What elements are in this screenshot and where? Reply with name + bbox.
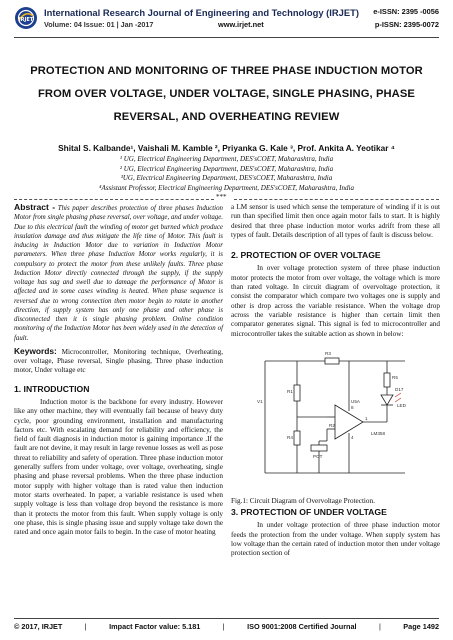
label-r2: R2 bbox=[329, 422, 335, 428]
left-column bbox=[14, 203, 223, 537]
paper-authors: Shital S. Kalbande¹, Vaishali M. Kamble ², Priyanka G. Kale ³, Prof. Ankita A. Yeotikar ⁴ bbox=[58, 143, 395, 153]
footer-separator: | bbox=[378, 622, 381, 631]
label-r4: R4 bbox=[287, 434, 293, 440]
over-voltage-text: In over voltage protection system of three phase induction motor protects the motor from over voltage, the voltage which is more than rated voltage. In circuit diagram of overvoltage protection, it consist the comparator which compare two voltages one is supply and other is drop across the variable resistance. When the voltage drop across the variable resistance is higher than certain limit then comparator generates signal. This signal is fed to microcontroller and microcontroller takes the suitable action as shown in below: bbox=[231, 264, 440, 338]
label-pin4: 4 bbox=[351, 434, 354, 440]
label-u5a: U5A bbox=[351, 398, 360, 404]
footer-iso: ISO 9001:2008 Certified Journal bbox=[247, 622, 357, 631]
footer-impact-factor: Impact Factor value: 5.181 bbox=[109, 622, 201, 631]
p-issn: p-ISSN: 2395-0072 bbox=[374, 20, 439, 29]
label-r5: R5 bbox=[392, 374, 398, 380]
title-line: FROM OVER VOLTAGE, UNDER VOLTAGE, SINGLE PHASING, PHASE bbox=[38, 88, 415, 100]
svg-text:IRJET: IRJET bbox=[18, 17, 34, 23]
footer-separator: | bbox=[222, 622, 225, 631]
irjet-logo-icon bbox=[14, 6, 38, 30]
keywords-text: Microcontroller, Monitoring technique, Overheating, over voltage, Phase reversal, Single phasing, Three phase induction motor, Under voltage etc bbox=[14, 347, 223, 375]
introduction-continued-text: a LM sensor is used which sense the temperature of winding if it is out run than specified limit then once again motor fails to start. It is highly desired that three phase induction motor works adrift from these all types of fault. Details description of all types of fault is discuss below. bbox=[231, 203, 440, 239]
journal-header bbox=[14, 6, 439, 36]
right-column bbox=[231, 203, 440, 559]
label-r1: R1 bbox=[287, 388, 293, 394]
label-led: LED bbox=[397, 402, 406, 408]
footer-separator: | bbox=[84, 622, 87, 631]
affiliation-line: ² UG, Electrical Engineering Department, DES'sCOET, Maharashtra, India bbox=[119, 164, 334, 173]
footer-copyright: © 2017, IRJET bbox=[14, 622, 63, 631]
keywords-heading: Keywords: bbox=[14, 345, 57, 356]
title-line: REVERSAL, AND OVERHEATING REVIEW bbox=[113, 111, 340, 123]
header-divider bbox=[14, 37, 439, 38]
circuit-diagram-svg bbox=[235, 347, 435, 493]
journal-title: International Research Journal of Engineering and Technology (IRJET) bbox=[44, 7, 359, 18]
affiliation-line: ⁴Assistant Professor, Electrical Engineering Department, DES'sCOET, Maharashtra, India bbox=[99, 183, 354, 192]
section-heading-introduction: 1. INTRODUCTION bbox=[14, 383, 90, 394]
separator-mark: *** bbox=[216, 193, 227, 201]
affiliations bbox=[14, 155, 439, 193]
section-heading-under-voltage: 3. PROTECTION OF UNDER VOLTAGE bbox=[231, 507, 387, 518]
label-pin1: 1 bbox=[365, 415, 368, 421]
label-pin8: 8 bbox=[351, 404, 354, 410]
label-pot: POT bbox=[313, 453, 323, 459]
footer-divider bbox=[14, 618, 439, 619]
abstract-heading: Abstract - bbox=[14, 202, 56, 212]
affiliation-line: ¹ UG, Electrical Engineering Department, DES'sCOET, Maharashtra, India bbox=[119, 155, 334, 163]
paper-title bbox=[14, 60, 439, 129]
title-line: PROTECTION AND MONITORING OF THREE PHASE INDUCTION MOTOR bbox=[30, 65, 423, 77]
introduction-text: Induction motor is the backbone for every industry. However like any other machine, they will eventually fail because of heavy duty cycle, poor grounding environment, installation and manufacturing factors etc. With escalating demand for reliability and efficiency, the field of fault diagnosis in induction motor is gaining importance .If the fault are not devine, it may result in large revenue losses as well as pose threat to reliability and safety of operation. Three phase induction motor generally suffers from under voltage, over voltage, overheating, single phasing and phase reversal problems. When the three phase induction motor supply with higher voltage than is rated value then induction motor starts overheated. In paper, a variable resistance is used when supply voltage is less than voltage drop beyond the resistance is more than it protects the motor from this fault. When supply voltage is only one phase, this is single phasing issue and supply voltage take down the rated and once again motor fails to begin. In the case of motor heating bbox=[14, 397, 223, 537]
e-issn: e-ISSN: 2395 -0056 bbox=[373, 7, 439, 16]
label-d17: D17 bbox=[395, 386, 404, 392]
section-separator bbox=[14, 193, 439, 202]
label-v1: V1 bbox=[257, 398, 263, 404]
journal-website[interactable]: www.irjet.net bbox=[218, 20, 264, 29]
footer-page-number: Page 1492 bbox=[403, 622, 439, 631]
label-r3: R3 bbox=[325, 350, 331, 356]
journal-volume: Volume: 04 Issue: 01 | Jan -2017 bbox=[44, 20, 154, 29]
circuit-diagram bbox=[235, 347, 435, 493]
abstract-text: This paper describes protection of three phases Induction Motor from single phasing phase reversal, over voltage, and under voltage. Due to this electrical fault the winding of motor get burned which produce insulation damage and thus mitigate the life time of Motor. This fault is inducing in Induction Motor due to variation in Induction Motor parameters. When three phase Induction Motor works regularly, it is compulsory to protect the motor from these unlikely faults. Three phase Induction Motor directly connected through the supply, if the supply voltage has sag and swell due to damage the performance of Motor is affected and in some cases winding is heated. When phase sequence is reversed due to wrong connection then motor begin to rotate in another direction, if supply system has only one phase and other phase is disconnected then it is single phasing problem. Online condition monitoring of the Induction Motor has been widely used in the detection of fault. bbox=[14, 205, 223, 342]
abstract bbox=[14, 203, 223, 343]
figure-caption: Fig.1: Circuit Diagram of Overvoltage Protection. bbox=[231, 496, 375, 505]
page-footer bbox=[14, 622, 439, 631]
label-lm358: LM358 bbox=[371, 430, 386, 436]
under-voltage-text: In under voltage protection of three phase induction motor feeds the protection from the under voltage. When supply system has low voltage than the certain rated of induction motor then under voltage protection section of bbox=[231, 521, 440, 558]
keywords bbox=[14, 347, 223, 376]
affiliation-line: ³UG, Electrical Engineering Department, DES'sCOET, Maharashtra, India bbox=[120, 174, 333, 183]
section-heading-over-voltage: 2. PROTECTION OF OVER VOLTAGE bbox=[231, 250, 381, 261]
